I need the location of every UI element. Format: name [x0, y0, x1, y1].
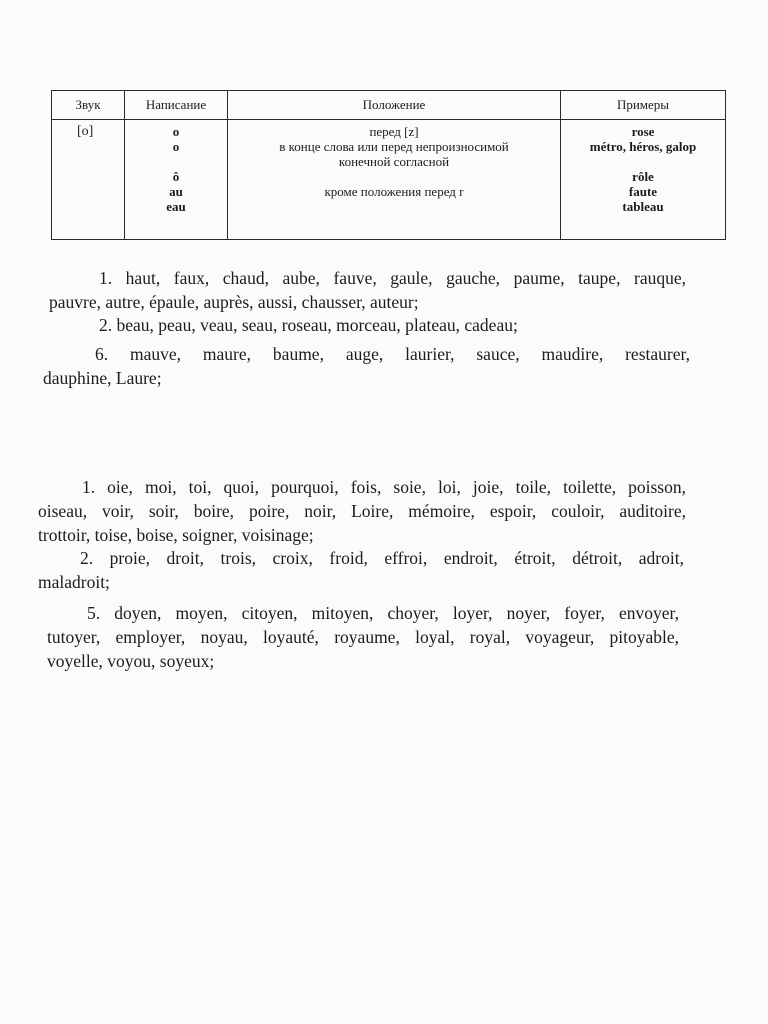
exercise-line: 1. oie, moi, toi, quoi, pourquoi, fois, soie, loi, joie, toile, toilette, poisson,: [82, 477, 686, 497]
position-item: в конце слова или перед непроизносимой: [279, 139, 509, 154]
exercise-wa-5: [47, 601, 679, 673]
example-item: rôle: [632, 169, 654, 184]
exercise-wa-2: [38, 546, 684, 594]
example-item: métro, héros, galop: [589, 139, 697, 154]
exercise-wa-1: [38, 475, 686, 547]
exercise-line: tutoyer, employer, noyau, loyauté, royaume, loyal, royal, voyageur, pitoyable,: [47, 627, 679, 647]
examples-cell: [561, 120, 726, 240]
position-item: кроме положения перед r: [324, 184, 464, 199]
phonetics-table: [51, 90, 726, 240]
table-row: [52, 120, 726, 240]
position-item: перед [z]: [369, 124, 419, 139]
exercise-line: voyelle, voyou, soyeux;: [47, 651, 215, 671]
exercise-line: 5. doyen, moyen, citoyen, mitoyen, choyer, loyer, noyer, foyer, envoyer,: [87, 603, 679, 623]
exercise-line: 6. mauve, maure, baume, auge, laurier, sauce, maudire, restaurer,: [95, 344, 690, 364]
exercise-line: dauphine, Laure;: [43, 368, 162, 388]
header-position: Положение: [228, 91, 561, 120]
example-item: faute: [628, 184, 658, 199]
spelling-item: ô: [172, 169, 180, 184]
spelling-item: au: [169, 184, 183, 199]
position-item: конечной согласной: [338, 154, 450, 169]
header-spelling: Написание: [125, 91, 228, 120]
exercise-line: maladroit;: [38, 572, 110, 592]
exercise-line: trottoir, toise, boise, soigner, voisinage;: [38, 525, 314, 545]
header-sound: Звук: [52, 91, 125, 120]
exercise-o-6: [43, 342, 690, 390]
spelling-item: o: [172, 139, 180, 154]
spelling-item: o: [172, 124, 180, 139]
exercise-line: 2. beau, peau, veau, seau, roseau, morceau, plateau, cadeau;: [99, 315, 518, 335]
spelling-cell: [125, 120, 228, 240]
spelling-item: eau: [166, 199, 186, 214]
exercise-line: oiseau, voir, soir, boire, poire, noir, Loire, mémoire, espoir, couloir, auditoire,: [38, 501, 686, 521]
example-item: tableau: [622, 199, 664, 214]
exercise-line: 1. haut, faux, chaud, aube, fauve, gaule, gauche, paume, taupe, rauque,: [99, 268, 686, 288]
table-header-row: [52, 91, 726, 120]
sound-symbol: [o]: [77, 124, 94, 139]
header-examples: Примеры: [561, 91, 726, 120]
sound-cell: [52, 120, 125, 240]
exercise-o-1: [49, 266, 686, 314]
exercise-line: 2. proie, droit, trois, croix, froid, effroi, endroit, étroit, détroit, adroit,: [80, 548, 684, 568]
exercise-o-2: [99, 313, 699, 337]
example-item: rose: [631, 124, 655, 139]
exercise-line: pauvre, autre, épaule, auprès, aussi, chausser, auteur;: [49, 292, 419, 312]
position-cell: [228, 120, 561, 240]
